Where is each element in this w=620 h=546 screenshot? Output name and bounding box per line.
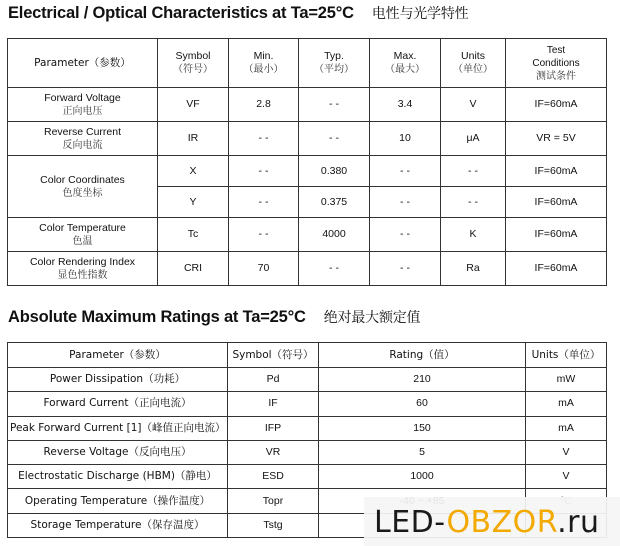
typ-cell: 0.380 — [299, 156, 370, 187]
symbol-cell: VR — [228, 440, 319, 464]
section-title-cn: 绝对最大额定值 — [323, 310, 421, 326]
rating-cell: 1000 — [319, 465, 526, 489]
param-cell: Forward Voltage 正向电压 — [8, 88, 158, 122]
max-cell: - - — [370, 218, 441, 252]
param-cell: Operating Temperature（操作温度） — [8, 489, 228, 513]
param-cell: Power Dissipation（功耗） — [8, 368, 228, 392]
symbol-cell: ESD — [228, 465, 319, 489]
typ-cell: - - — [299, 122, 370, 156]
section-title-absolute-max — [8, 307, 420, 327]
param-cell: Peak Forward Current [1]（峰值正向电流） — [8, 416, 228, 440]
typ-cell: 4000 — [299, 218, 370, 252]
section-title-en: Absolute Maximum Ratings at Ta=25°C — [8, 308, 306, 326]
units-cell: V — [526, 440, 607, 464]
header-parameter: Parameter（参数） — [8, 343, 228, 368]
header-symbol: Symbol（符号） — [228, 343, 319, 368]
param-cell: Forward Current（正向电流） — [8, 392, 228, 416]
table-row — [8, 252, 607, 286]
header-parameter: Parameter（参数） — [8, 39, 158, 88]
param-cell: Color Coordinates 色度坐标 — [8, 156, 158, 218]
min-cell: 70 — [229, 252, 299, 286]
units-cell: - - — [441, 156, 506, 187]
param-cell: Storage Temperature（保存温度） — [8, 513, 228, 537]
section-title-electrical-optical — [8, 3, 468, 23]
typ-cell: - - — [299, 252, 370, 286]
param-cell: Color Rendering Index 显色性指数 — [8, 252, 158, 286]
units-cell: Ra — [441, 252, 506, 286]
symbol-cell: VF — [158, 88, 229, 122]
symbol-cell: Tstg — [228, 513, 319, 537]
param-cell: Reverse Voltage（反向电压） — [8, 440, 228, 464]
max-cell: 3.4 — [370, 88, 441, 122]
table-row — [8, 416, 607, 440]
header-units: Units（单位） — [526, 343, 607, 368]
table-row — [8, 465, 607, 489]
symbol-cell: Y — [158, 187, 229, 218]
header-symbol: Symbol （符号） — [158, 39, 229, 88]
header-units: Units （单位） — [441, 39, 506, 88]
condition-cell: IF=60mA — [506, 88, 607, 122]
condition-cell: IF=60mA — [506, 252, 607, 286]
table-row — [8, 368, 607, 392]
condition-cell: IF=60mA — [506, 156, 607, 187]
symbol-cell: IFP — [228, 416, 319, 440]
min-cell: - - — [229, 122, 299, 156]
header-min: Min. （最小） — [229, 39, 299, 88]
symbol-cell: IR — [158, 122, 229, 156]
watermark-logo: LED-OBZOR.ru — [374, 505, 600, 540]
max-cell: - - — [370, 187, 441, 218]
param-cell: Reverse Current 反向电流 — [8, 122, 158, 156]
typ-cell: - - — [299, 88, 370, 122]
max-cell: - - — [370, 252, 441, 286]
symbol-cell: Topr — [228, 489, 319, 513]
units-cell: V — [441, 88, 506, 122]
units-cell: - - — [441, 187, 506, 218]
max-cell: 10 — [370, 122, 441, 156]
electrical-optical-table — [7, 38, 607, 286]
header-max: Max. （最大） — [370, 39, 441, 88]
header-test-conditions: Test Conditions 测试条件 — [506, 39, 607, 88]
rating-cell: 5 — [319, 440, 526, 464]
max-cell: - - — [370, 156, 441, 187]
rating-cell: 60 — [319, 392, 526, 416]
table-row — [8, 440, 607, 464]
table-header-row — [8, 343, 607, 368]
units-cell: mW — [526, 368, 607, 392]
section-title-cn: 电性与光学特性 — [371, 6, 469, 22]
table-row — [8, 392, 607, 416]
header-rating: Rating（值） — [319, 343, 526, 368]
typ-cell: 0.375 — [299, 187, 370, 218]
param-cell: Electrostatic Discharge (HBM)（静电） — [8, 465, 228, 489]
rating-cell: 150 — [319, 416, 526, 440]
min-cell: 2.8 — [229, 88, 299, 122]
units-cell: K — [441, 218, 506, 252]
symbol-cell: CRI — [158, 252, 229, 286]
units-cell: μA — [441, 122, 506, 156]
symbol-cell: X — [158, 156, 229, 187]
table-row — [8, 156, 607, 187]
table-row — [8, 122, 607, 156]
units-cell: mA — [526, 416, 607, 440]
condition-cell: VR = 5V — [506, 122, 607, 156]
condition-cell: IF=60mA — [506, 218, 607, 252]
min-cell: - - — [229, 156, 299, 187]
table-header-row — [8, 39, 607, 88]
units-cell: V — [526, 465, 607, 489]
symbol-cell: IF — [228, 392, 319, 416]
section-title-en: Electrical / Optical Characteristics at Ta=25°C — [8, 4, 354, 22]
symbol-cell: Pd — [228, 368, 319, 392]
units-cell: mA — [526, 392, 607, 416]
header-typ: Typ. （平均） — [299, 39, 370, 88]
table-row — [8, 88, 607, 122]
rating-cell: 210 — [319, 368, 526, 392]
table-row — [8, 218, 607, 252]
condition-cell: IF=60mA — [506, 187, 607, 218]
min-cell: - - — [229, 187, 299, 218]
param-cell: Color Temperature 色温 — [8, 218, 158, 252]
min-cell: - - — [229, 218, 299, 252]
symbol-cell: Tc — [158, 218, 229, 252]
